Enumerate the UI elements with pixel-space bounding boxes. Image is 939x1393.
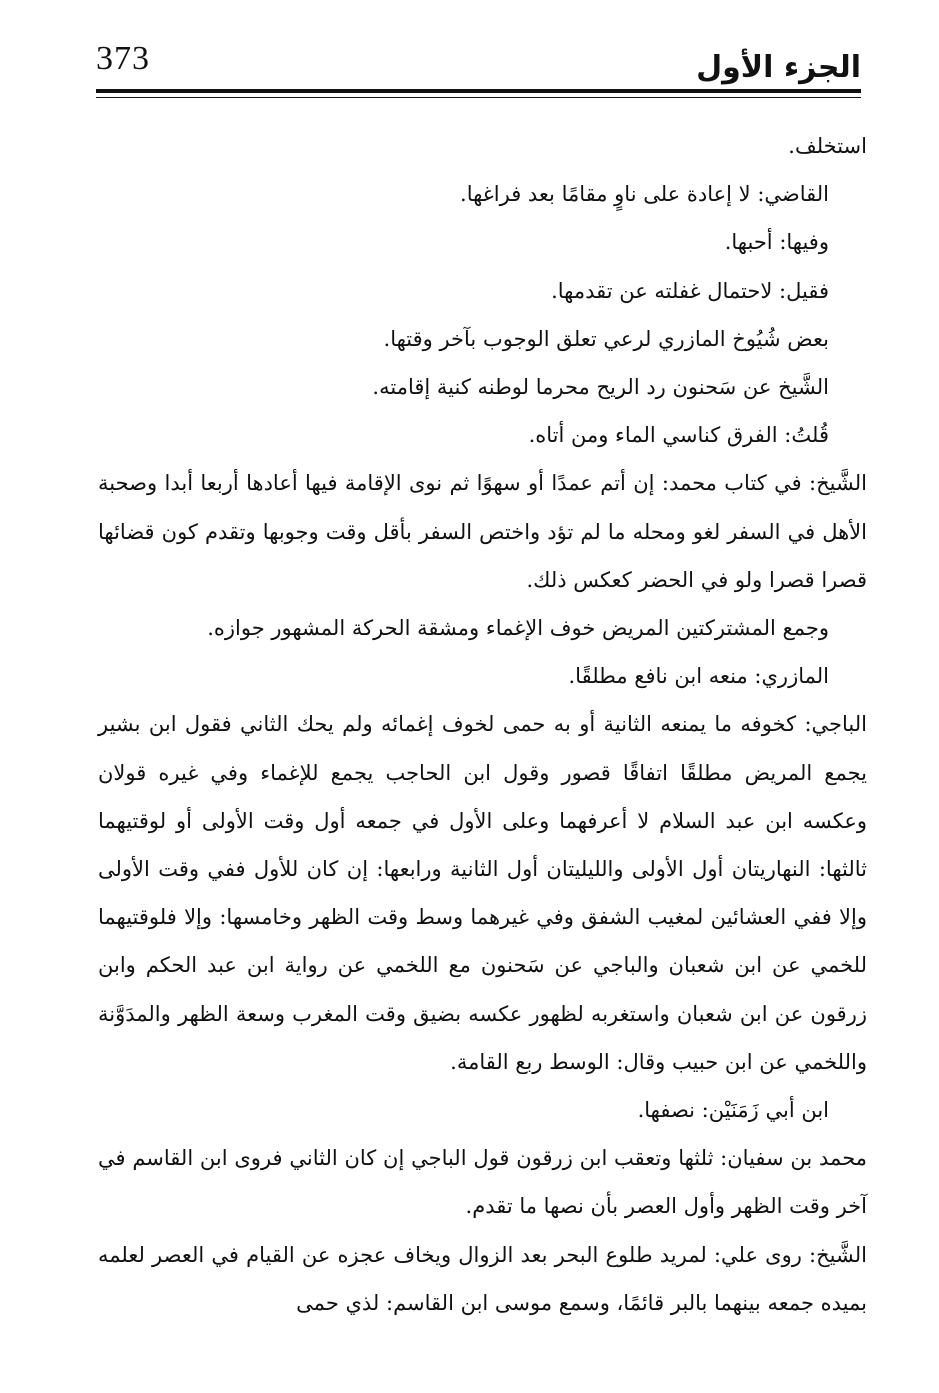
paragraph: وجمع المشتركتين المريض خوف الإغماء ومشقة الحركة المشهور جوازه. — [207, 616, 829, 641]
paragraph: ابن أبي زَمَنَيْن: نصفها. — [637, 1098, 829, 1123]
paragraph: محمد بن سفيان: ثلثها وتعقب ابن زرقون قول الباجي إن كان الثاني فروى ابن القاسم في آخر وقت الظهر وأول العصر بأن نصها ما تقدم. — [98, 1146, 867, 1219]
header-rule-thick — [96, 89, 861, 93]
page-header — [96, 38, 861, 90]
paragraph: فقيل: لاحتمال غفلته عن تقدمها. — [551, 278, 829, 303]
running-title: الجزء الأول — [696, 50, 861, 85]
paragraph: الشَّيخ: في كتاب محمد: إن أتم عمدًا أو سهوًا ثم نوى الإقامة فيها أعادها أربعا أبدا وصحبة الأهل في السفر لغو ومحله ما لم تؤد واختص السفر بأقل وقت وجوبها وتقدم كون قضائها قصرا قصرا ولو في الحضر كعكس ذلك. — [98, 471, 867, 592]
paragraph: بعض شُيُوخ المازري لرعي تعلق الوجوب بآخر وقتها. — [383, 326, 829, 351]
paragraph: القاضي: لا إعادة على ناوٍ مقامًا بعد فراغها. — [460, 182, 829, 207]
body-text — [98, 122, 867, 1327]
paragraph: المازري: منعه ابن نافع مطلقًا. — [568, 664, 829, 689]
paragraph: الشَّيخ: روى علي: لمريد طلوع البحر بعد الزوال ويخاف عجزه عن القيام في العصر لعلمه بميده جمعه بينهما بالبر قائمًا، وسمع موسى ابن القاسم: لذي حمى — [98, 1242, 867, 1315]
header-rule-thin — [96, 97, 861, 98]
paragraph: وفيها: أحبها. — [724, 230, 829, 255]
page-number: 373 — [96, 40, 150, 77]
paragraph: استخلف. — [788, 134, 867, 158]
paragraph: الشَّيخ عن سَحنون رد الريح محرما لوطنه كنية إقامته. — [372, 375, 829, 400]
paragraph: قُلتُ: الفرق كناسي الماء ومن أتاه. — [528, 423, 829, 448]
paragraph: الباجي: كخوفه ما يمنعه الثانية أو به حمى لخوف إغمائه ولم يحك الثاني فقول ابن بشير يجمع المريض مطلقًا اتفاقًا قصور وقول ابن الحاجب يجمع للإغماء وفي غيره قولان وعكسه ابن عبد السلام لا أعرفهما وعلى الأول في جمعه أول وقت الأولى أو لوقتيهما ثالثها: النهاريتان أول الأولى والليليتان أول الثانية ورابعها: إن كان للأول ففي وقت الأولى وإلا ففي العشائين لمغيب الشفق وفي غيرهما وسط وقت الظهر وخامسها: وإلا فلوقتيهما للخمي عن ابن شعبان والباجي عن سَحنون مع اللخمي عن رواية ابن عبد الحكم وابن زرقون عن ابن شعبان واستغربه لظهور عكسه بضيق وقت المغرب وسعة الظهر والمدَوَّنة واللخمي عن ابن حبيب وقال: الوسط ربع القامة. — [98, 712, 867, 1074]
